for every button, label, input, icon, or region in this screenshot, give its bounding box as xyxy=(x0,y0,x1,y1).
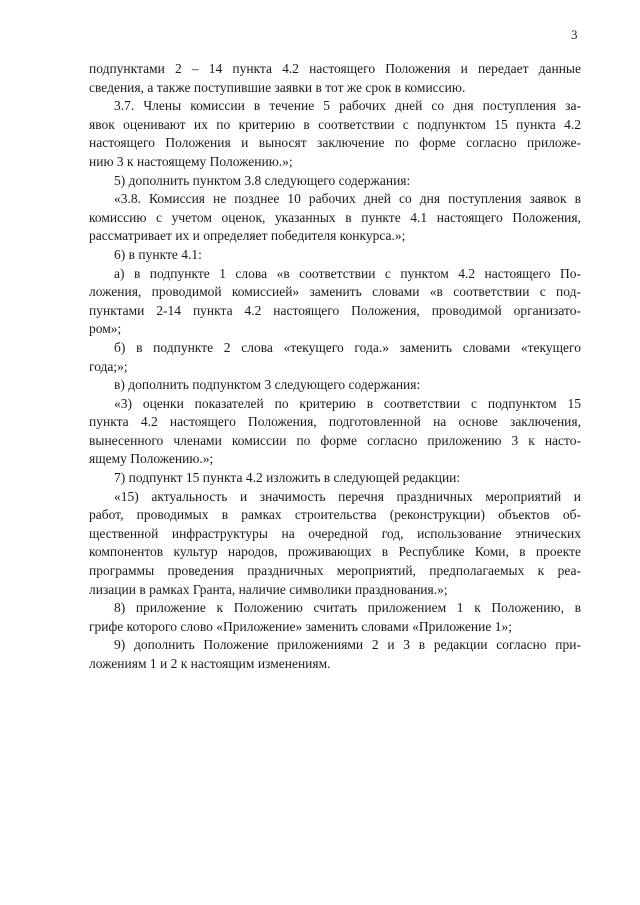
document-body xyxy=(89,60,581,674)
text-line: подпунктами 2 – 14 пункта 4.2 настоящего Положения и передает данные xyxy=(89,61,581,76)
text-line: года;»; xyxy=(89,358,128,374)
text-line: настоящего Положения и выносят заключение по форме согласно приложе- xyxy=(89,135,581,151)
text-line: б) в подпункте 2 слова «текущего года.» заменить словами «текущего xyxy=(114,339,581,355)
text-line: 7) подпункт 15 пункта 4.2 изложить в следующей редакции: xyxy=(114,470,461,486)
text-line: вынесенного членами комиссии по форме согласно приложению 3 к насто- xyxy=(89,432,581,448)
text-line: сведения, а также поступившие заявки в тот же срок в комиссию. xyxy=(89,79,466,95)
text-line: ящему Положению.»; xyxy=(89,451,214,467)
text-line: 9) дополнить Положение приложениями 2 и 3 в редакции согласно при- xyxy=(114,637,581,653)
text-line: нию 3 к настоящему Положению.»; xyxy=(89,153,293,169)
text-line: ложениям 1 и 2 к настоящим изменениям. xyxy=(89,656,331,671)
text-line: лизации в рамках Гранта, наличие символики празднования.»; xyxy=(89,581,448,597)
text-line: «3.8. Комиссия не позднее 10 рабочих дней со дня поступления заявок в xyxy=(114,191,581,207)
text-line: в) дополнить подпунктом 3 следующего содержания: xyxy=(114,377,421,393)
text-line: компонентов культур народов, проживающих в Республике Коми, в проекте xyxy=(89,544,581,560)
text-line: программы проведения праздничных мероприятий, предполагаемых к реа- xyxy=(89,563,581,579)
page-number: 3 xyxy=(571,27,578,42)
text-line: грифе которого слово «Приложение» заменить словами «Приложение 1»; xyxy=(89,618,512,634)
text-line: 5) дополнить пунктом 3.8 следующего содержания: xyxy=(114,172,411,188)
text-line: 3.7. Члены комиссии в течение 5 рабочих дней со дня поступления за- xyxy=(114,98,581,114)
text-line: «15) актуальность и значимость перечня праздничных мероприятий и xyxy=(114,488,581,504)
text-line: 6) в пункте 4.1: xyxy=(114,246,202,262)
text-line: ложения, проводимой комиссией» заменить словами «в соответствии с под- xyxy=(89,284,581,300)
text-line: рассматривает их и определяет победителя конкурса.»; xyxy=(89,228,406,244)
text-line: комиссию с учетом оценок, указанных в пункте 4.1 настоящего Положения, xyxy=(89,209,581,225)
text-line: ром»; xyxy=(89,321,122,337)
text-line: 8) приложение к Положению считать приложением 1 к Положению, в xyxy=(114,600,581,616)
text-line: а) в подпункте 1 слова «в соответствии с пунктом 4.2 настоящего По- xyxy=(114,265,581,281)
text-line: явок оценивают их по критерию в соответствии с подпунктом 15 пункта 4.2 xyxy=(89,116,581,132)
text-line: «3) оценки показателей по критерию в соответствии с подпунктом 15 xyxy=(114,395,581,411)
text-line: щественной инфраструктуры на очередной год, использование этнических xyxy=(89,525,581,541)
text-line: работ, проводимых в рамках строительства (реконструкции) объектов об- xyxy=(89,507,581,523)
text-line: пункта 4.2 настоящего Положения, подготовленной на основе заключения, xyxy=(89,414,581,430)
text-line: пунктами 2-14 пункта 4.2 настоящего Положения, проводимой организато- xyxy=(89,302,581,318)
